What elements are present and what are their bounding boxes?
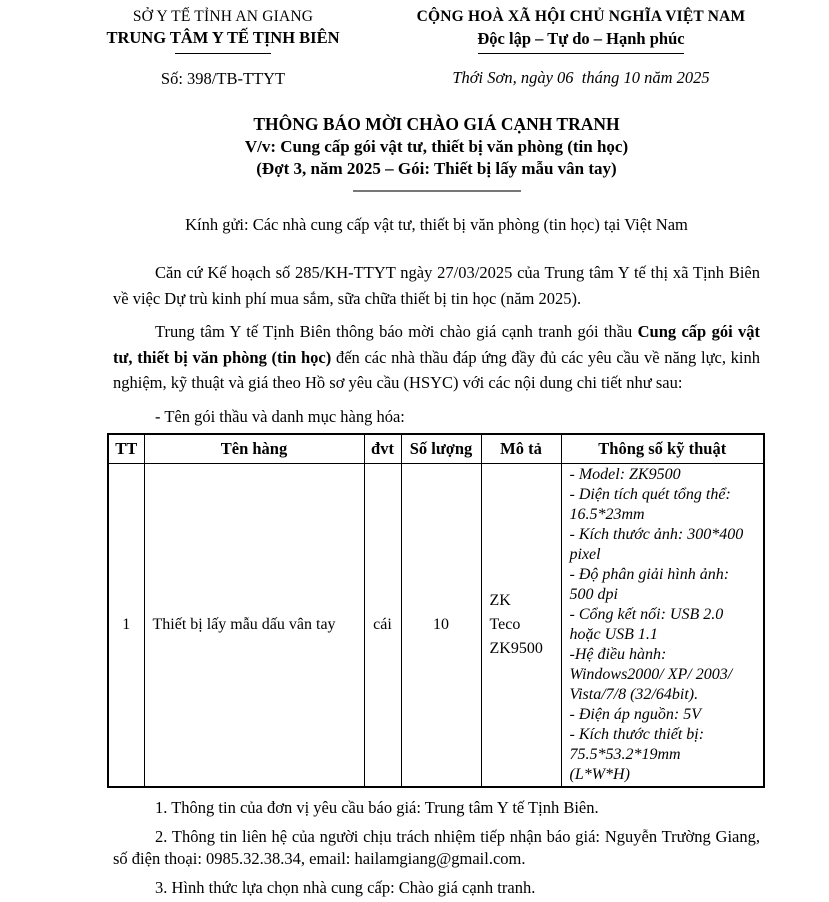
cell-mo-ta: [481, 464, 561, 788]
paragraph-3: - Tên gói thầu và danh mục hàng hóa:: [155, 406, 405, 426]
paragraph-1: Căn cứ Kế hoạch số 285/KH-TTYT ngày 27/03/2025 của Trung tâm Y tế thị xã Tịnh Biên về việc Dự trù kinh phí mua sắm, sữa chữa thiết bị tin học (năm 2025).: [113, 263, 760, 308]
cell-tt: 1: [108, 464, 144, 788]
title-separator: [353, 190, 521, 192]
spec-line: - Điện áp nguồn: 5V: [569, 706, 702, 723]
national-header-block: [405, 8, 757, 89]
spec-line: - Độ phân giải hình ảnh: 500 dpi: [569, 566, 730, 603]
org-parent-name: SỞ Y TẾ TỈNH AN GIANG: [132, 8, 314, 25]
national-motto-line1: CỘNG HOÀ XÃ HỘI CHỦ NGHĨA VIỆT NAM: [416, 8, 746, 25]
cell-dvt: cái: [364, 464, 401, 788]
paragraph-2: [113, 319, 760, 396]
org-underline: [175, 53, 271, 54]
goods-table-header: [108, 434, 764, 464]
motto-underline: [478, 53, 684, 54]
cell-ten-hang: Thiết bị lấy mẫu dấu vân tay: [144, 464, 364, 788]
paragraph-2-package-name: Cung cấp gói vật tư, thiết bị văn phòng (tin học): [113, 322, 760, 367]
notes-section: [113, 797, 760, 899]
spec-line: - Diện tích quét tổng thể: 16.5*23mm: [569, 486, 731, 523]
col-header-mo-ta: Mô tả: [481, 434, 561, 464]
title-block: [113, 114, 760, 192]
spec-line: (L*W*H): [569, 766, 630, 783]
mo-ta-line: ZK9500: [489, 640, 543, 657]
place-date-line: Thới Sơn, ngày 06 tháng 10 năm 2025: [452, 68, 710, 87]
paragraph-2-tail: đến các nhà thầu đáp ứng đầy đủ các yêu cầu về năng lực, kinh nghiệm, kỹ thuật và giá theo Hồ sơ yêu cầu (HSYC) với các nội dung chi tiết như sau:: [113, 347, 760, 392]
cell-specs: [561, 464, 764, 788]
spec-line: - Cổng kết nối: USB 2.0 hoặc USB 1.1: [569, 606, 724, 643]
document-header: [0, 0, 829, 89]
col-header-ten-hang: Tên hàng: [144, 434, 364, 464]
table-row: [108, 464, 764, 788]
paragraph-2-lead: Trung tâm Y tế Tịnh Biên thông báo mời chào giá cạnh tranh gói thầu: [155, 322, 638, 341]
body-text: [113, 260, 760, 429]
national-motto-line2: Độc lập – Tự do – Hạnh phúc: [477, 29, 685, 48]
issuing-org-block: [85, 8, 361, 89]
doc-subtitle-2: (Đợt 3, năm 2025 – Gói: Thiết bị lấy mẫu vân tay): [256, 159, 617, 178]
col-header-thong-so: Thông số kỹ thuật: [561, 434, 764, 464]
col-header-dvt: đvt: [364, 434, 401, 464]
col-header-tt: TT: [108, 434, 144, 464]
note-2: 2. Thông tin liên hệ của người chịu trách nhiệm tiếp nhận báo giá: Nguyễn Trường Giang, số điện thoại: 0985.32.38.34, email: hailamgiang@gmail.com.: [113, 827, 760, 868]
spec-line: - Kích thước thiết bị: 75.5*53.2*19mm: [569, 726, 705, 763]
mo-ta-line: Teco: [489, 616, 521, 633]
spec-line: - Kích thước ảnh: 300*400 pixel: [569, 526, 744, 563]
note-1: 1. Thông tin của đơn vị yêu cầu báo giá: Trung tâm Y tế Tịnh Biên.: [155, 798, 599, 817]
col-header-so-luong: Số lượng: [401, 434, 481, 464]
salutation: Kính gửi: Các nhà cung cấp vật tư, thiết bị văn phòng (tin học) tại Việt Nam: [185, 215, 688, 234]
cell-so-luong: 10: [401, 464, 481, 788]
document-content: [113, 114, 760, 899]
note-3: 3. Hình thức lựa chọn nhà cung cấp: Chào giá cạnh tranh.: [155, 878, 536, 897]
doc-title: THÔNG BÁO MỜI CHÀO GIÁ CẠNH TRANH: [253, 114, 620, 134]
spec-line: -Hệ điều hành: Windows2000/ XP/ 2003/ Vista/7/8 (32/64bit).: [569, 646, 733, 703]
goods-table: [107, 433, 765, 788]
spec-line: - Model: ZK9500: [569, 466, 681, 483]
doc-subtitle-1: V/v: Cung cấp gói vật tư, thiết bị văn phòng (tin học): [244, 137, 629, 156]
org-name: TRUNG TÂM Y TẾ TỊNH BIÊN: [106, 28, 340, 47]
doc-number: Số: 398/TB-TTYT: [160, 69, 286, 88]
mo-ta-line: ZK: [489, 592, 511, 609]
